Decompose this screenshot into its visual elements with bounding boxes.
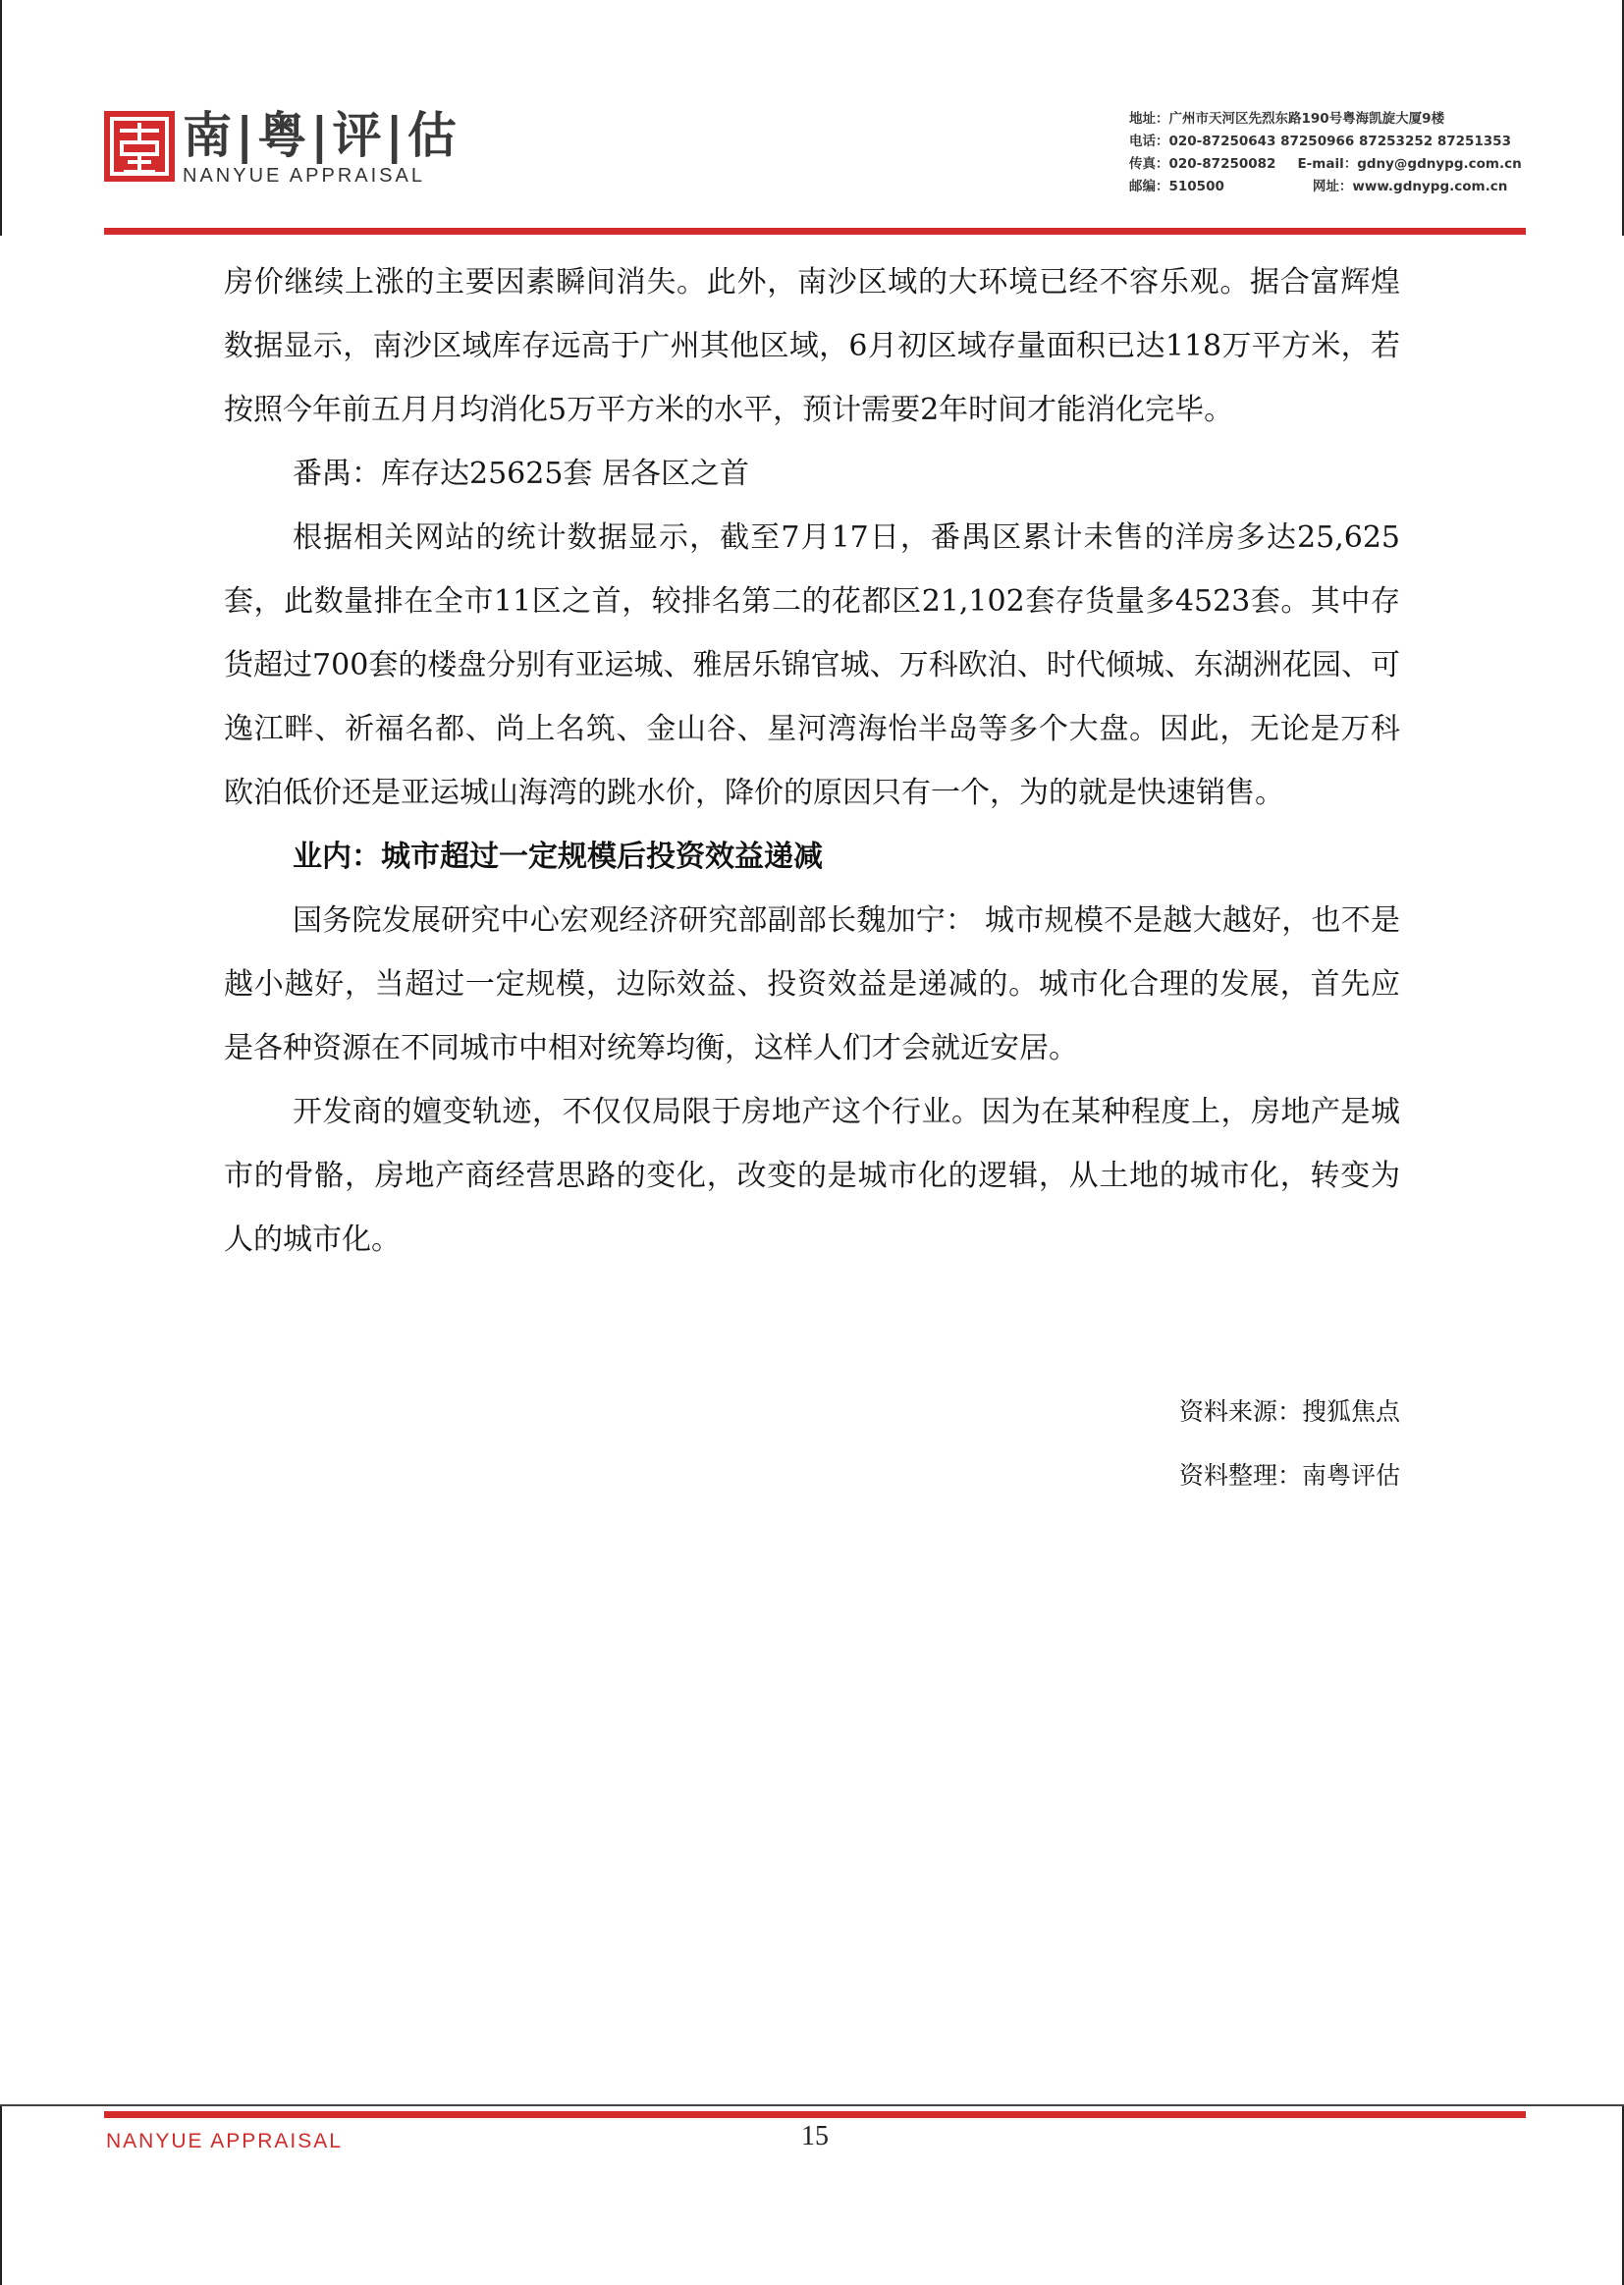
logo-text-chinese: 南|粤|评|估 xyxy=(183,107,460,164)
paragraph-expert-view: 国务院发展研究中心宏观经济研究部副部长魏加宁： 城市规模不是越大越好，也不是越小越好，当超过一定规模，边际效益、投资效益是递减的。城市化合理的发展，首先应是各种资源在不同城市中相对统筹均衡，这样人们才会就近安居。 xyxy=(224,903,1400,1065)
paragraph-nansha: 房价继续上涨的主要因素瞬间消失。此外，南沙区域的大环境已经不容乐观。据合富辉煌数据显示，南沙区域库存远高于广州其他区域，6月初区域存量面积已达118万平方米，若按照今年前五月月均消化5万平方米的水平，预计需要2年时间才能消化完毕。 xyxy=(224,265,1400,427)
phone-line: 电话：020-87250643 87250966 87253252 87251353 xyxy=(1129,134,1511,149)
crop-line-bottom-left xyxy=(0,2104,2,2285)
footer-divider xyxy=(104,2111,1526,2118)
logo-seal-icon xyxy=(104,111,175,182)
postcode: 邮编：510500 xyxy=(1129,179,1224,194)
article-body xyxy=(224,250,1400,1507)
crop-line-left xyxy=(0,0,2,236)
fax: 传真：020-87250082 xyxy=(1129,156,1276,172)
fax-email-line xyxy=(1129,153,1591,176)
address-line: 地址：广州市天河区先烈东路190号粤海凯旋大厦9楼 xyxy=(1129,111,1445,127)
section-heading: 业内：城市超过一定规模后投资效益递减 xyxy=(293,840,823,874)
postcode-website-line xyxy=(1129,176,1591,198)
header-divider xyxy=(104,228,1526,235)
logo-text-english: NANYUE APPRAISAL xyxy=(183,165,425,187)
footer-brand: NANYUE APPRAISAL xyxy=(106,2130,343,2152)
contact-info xyxy=(1129,108,1591,198)
subheading-panyu: 番禺：库存达25625套 居各区之首 xyxy=(293,457,749,491)
source-credit: 资料来源：搜狐焦点 xyxy=(1178,1397,1400,1426)
website: 网址：www.gdnypg.com.cn xyxy=(1312,179,1508,194)
compiled-by-credit: 资料整理：南粤评估 xyxy=(1178,1461,1400,1490)
crop-line-bottom xyxy=(0,2104,1624,2106)
page-number: 15 xyxy=(801,2121,829,2151)
email: E-mail：gdny@gdnypg.com.cn xyxy=(1297,156,1522,172)
paragraph-developer-transformation: 开发商的嬗变轨迹，不仅仅局限于房地产这个行业。因为在某种程度上，房地产是城市的骨骼，房地产商经营思路的变化，改变的是城市化的逻辑，从土地的城市化，转变为人的城市化。 xyxy=(224,1095,1400,1257)
paragraph-panyu-inventory: 根据相关网站的统计数据显示，截至7月17日，番禺区累计未售的洋房多达25,625套，此数量排在全市11区之首，较排名第二的花都区21,102套存货量多4523套。其中存货超过700套的楼盘分别有亚运城、雅居乐锦官城、万科欧泊、时代倾城、东湖洲花园、可逸江畔、祈福名都、尚上名筑、金山谷、星河湾海怡半岛等多个大盘。因此，无论是万科欧泊低价还是亚运城山海湾的跳水价，降价的原因只有一个，为的就是快速销售。 xyxy=(224,520,1400,810)
